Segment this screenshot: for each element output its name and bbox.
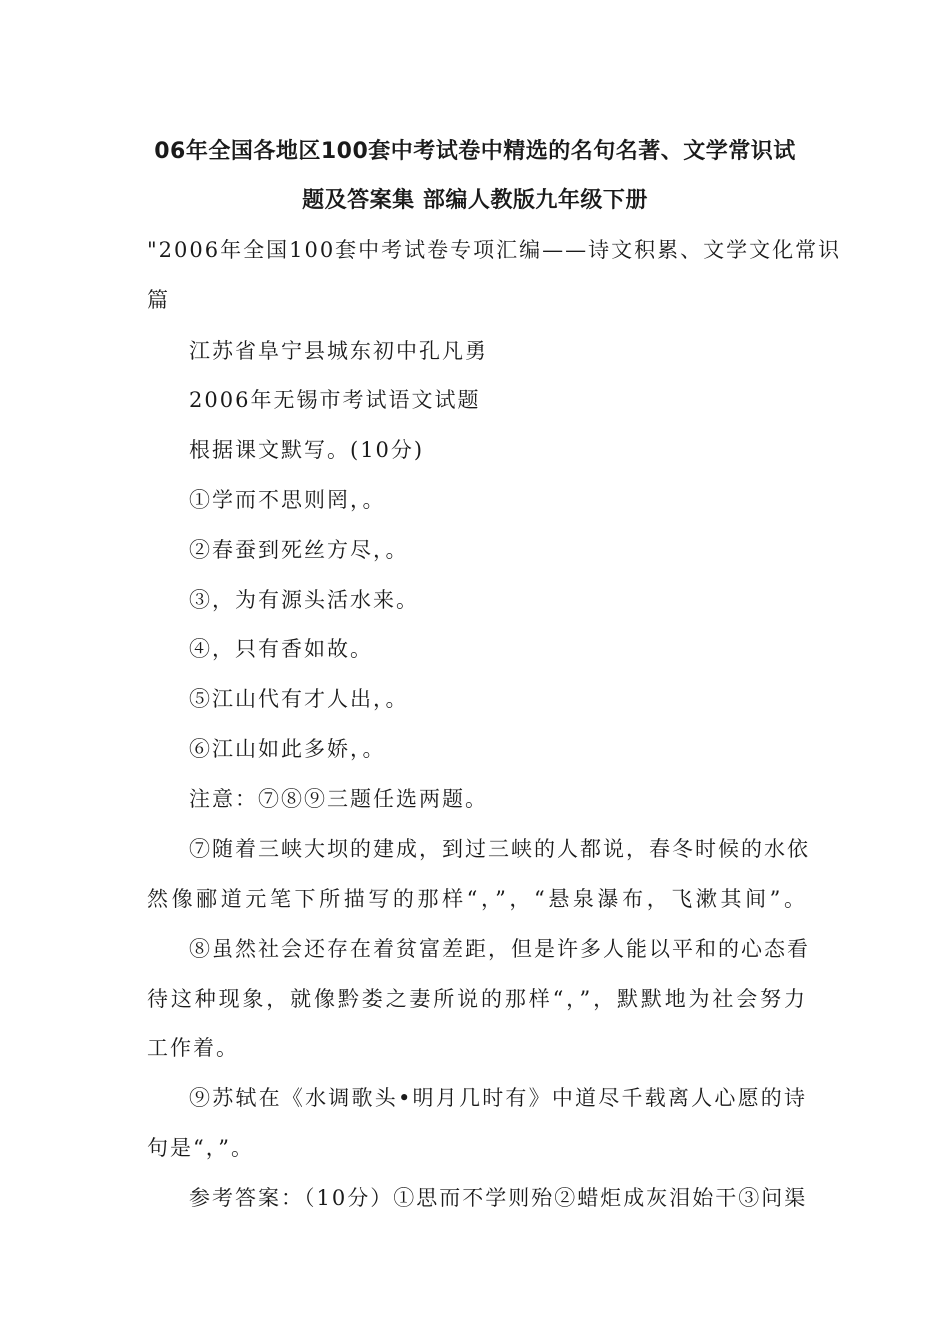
intro-paragraph-line-1: "2006年全国100套中考试卷专项汇编——诗文积累、文学文化常识	[147, 238, 842, 262]
question-item-9-line-1: ⑨苏轼在《水调歌头•明月几时有》中道尽千载离人心愿的诗	[189, 1086, 807, 1110]
document-title-line-2: 题及答案集 部编人教版九年级下册	[302, 188, 648, 213]
question-item-8-line-2: 待这种现象，就像黔娄之妻所说的那样“，”，默默地为社会努力	[147, 987, 807, 1011]
question-item-6: ⑥江山如此多娇，。	[189, 737, 386, 761]
note-line: 注意：⑦⑧⑨三题任选两题。	[189, 787, 488, 811]
question-item-3: ③，为有源头活水来。	[189, 588, 419, 612]
instruction-line: 根据课文默写。(10分)	[189, 438, 425, 462]
question-item-1: ①学而不思则罔，。	[189, 488, 386, 512]
question-item-7-line-1: ⑦随着三峡大坝的建成，到过三峡的人都说，春冬时候的水依	[189, 837, 810, 861]
intro-paragraph-line-2: 篇	[147, 288, 170, 312]
question-item-8-line-1: ⑧虽然社会还存在着贫富差距，但是许多人能以平和的心态看	[189, 937, 810, 961]
document-title-line-1: 06年全国各地区100套中考试卷中精选的名句名著、文学常识试	[154, 139, 796, 164]
question-item-9-line-2: 句是“，”。	[147, 1136, 254, 1160]
question-item-8-line-3: 工作着。	[147, 1036, 239, 1060]
question-item-7-line-2: 然像郦道元笔下所描写的那样“，”，“悬泉瀑布，飞漱其间”。	[147, 887, 807, 911]
question-item-5: ⑤江山代有才人出，。	[189, 687, 409, 711]
author-line: 江苏省阜宁县城东初中孔凡勇	[189, 339, 488, 363]
question-item-2: ②春蚕到死丝方尽，。	[189, 538, 409, 562]
question-item-4: ④，只有香如故。	[189, 637, 373, 661]
answer-line-1: 参考答案：（10分）①思而不学则殆②蜡炬成灰泪始干③问渠	[189, 1186, 808, 1210]
exam-title: 2006年无锡市考试语文试题	[189, 388, 481, 412]
